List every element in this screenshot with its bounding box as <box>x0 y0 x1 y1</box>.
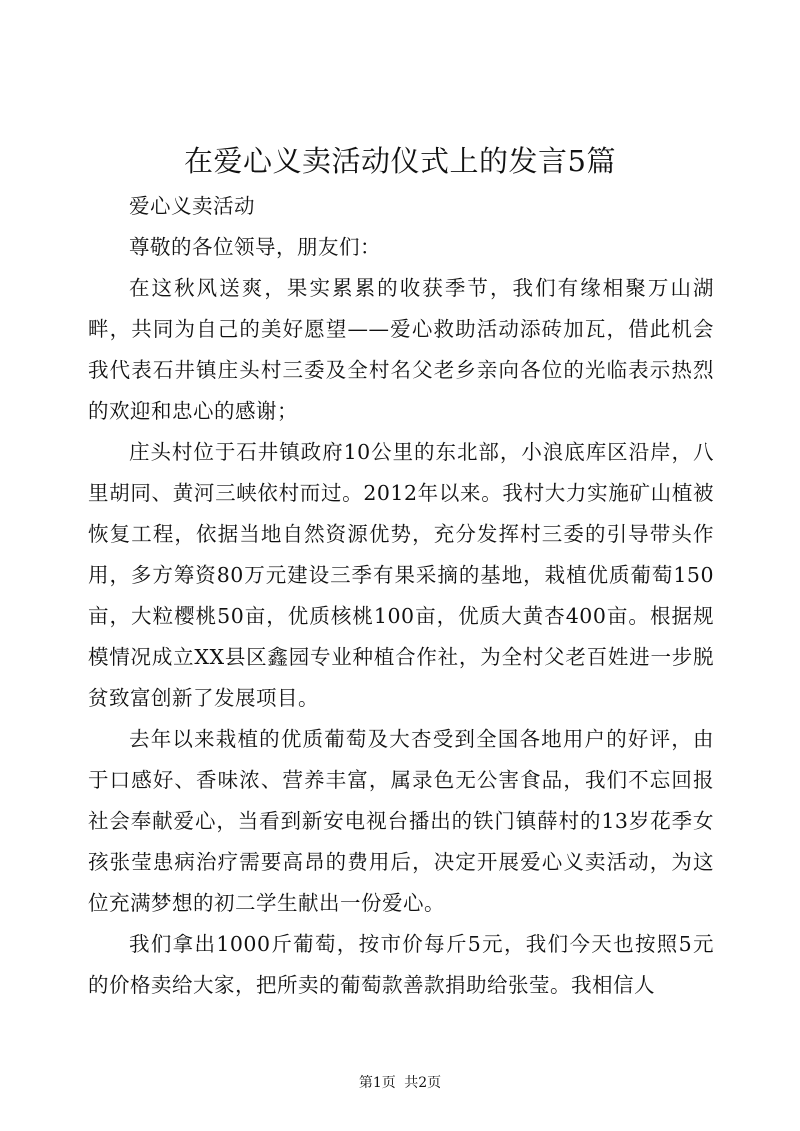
paragraph-subtitle: 爱心义卖活动 <box>129 194 255 218</box>
page-number: 第1页 <box>358 1075 396 1091</box>
paragraph: 我们拿出1000斤葡萄，按市价每斤5元，我们今天也按照5元的价格卖给大家，把所卖的葡萄款善款捐助给张莹。我相信人 <box>88 932 714 997</box>
paragraph-salutation: 尊敬的各位领导，朋友们： <box>129 235 381 259</box>
page-total: 共2页 <box>404 1075 442 1091</box>
document-body <box>88 186 714 1006</box>
paragraph: 在这秋风送爽，果实累累的收获季节，我们有缘相聚万山湖畔，共同为自己的美好愿望——爱心救助活动添砖加瓦，借此机会我代表石井镇庄头村三委及全村名父老乡亲向各位的光临表示热烈的欢迎和忠心的感谢； <box>88 276 714 423</box>
paragraph: 庄头村位于石井镇政府10公里的东北部，小浪底库区沿岸，八里胡同、黄河三峡依村而过。2012年以来。我村大力实施矿山植被恢复工程，依据当地自然资源优势，充分发挥村三委的引导带头作用，多方筹资80万元建设三季有果采摘的基地，栽植优质葡萄150亩，大粒樱桃50亩，优质核桃100亩，优质大黄杏400亩。根据规模情况成立XX县区鑫园专业种植合作社，为全村父老百姓进一步脱贫致富创新了发展项目。 <box>88 440 714 710</box>
paragraph: 去年以来栽植的优质葡萄及大杏受到全国各地用户的好评，由于口感好、香味浓、营养丰富，属录色无公害食品，我们不忘回报社会奉献爱心，当看到新安电视台播出的铁门镇薛村的13岁花季女孩张莹患病治疗需要高昂的费用后，决定开展爱心义卖活动，为这位充满梦想的初二学生献出一份爱心。 <box>88 727 714 915</box>
document-title: 在爱心义卖活动仪式上的发言5篇 <box>184 144 616 178</box>
page-footer <box>0 1073 800 1093</box>
